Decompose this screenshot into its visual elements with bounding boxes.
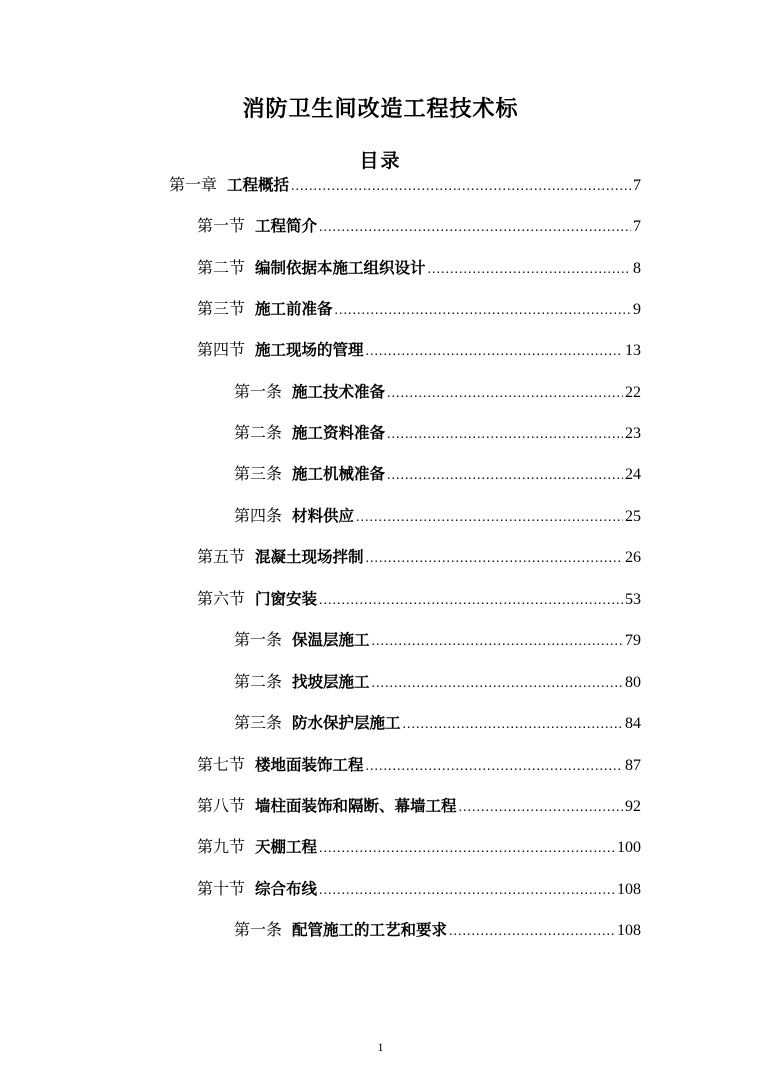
toc-dot-leader — [387, 464, 623, 488]
toc-entry[interactable] — [234, 462, 641, 486]
toc-entry-page: 13 — [625, 342, 641, 359]
toc-entry-title: 施工前准备 — [255, 300, 333, 318]
toc-entry-page: 80 — [625, 674, 641, 691]
toc-entry-number: 第十节 — [197, 879, 246, 898]
toc-dot-leader — [428, 258, 631, 282]
toc-entry-page: 84 — [625, 715, 641, 732]
toc-entry-number: 第六节 — [197, 589, 246, 608]
toc-entry-title: 墙柱面装饰和隔断、幕墙工程 — [255, 797, 457, 815]
toc-entry-title: 施工机械准备 — [292, 465, 386, 483]
toc-entry[interactable] — [234, 711, 641, 735]
toc-entry-title: 工程概括 — [227, 176, 290, 194]
toc-entry-title: 天棚工程 — [255, 838, 318, 856]
toc-entry[interactable] — [234, 504, 641, 528]
toc-entry-number: 第一章 — [169, 175, 218, 194]
toc-heading: 目录 — [359, 150, 402, 172]
toc-entry-page: 9 — [633, 301, 641, 318]
toc-dot-leader — [319, 879, 615, 903]
toc-entry-number: 第一条 — [234, 382, 283, 401]
toc-entry-number: 第五节 — [197, 547, 246, 566]
toc-dot-leader — [319, 216, 631, 240]
toc-entry-page: 26 — [625, 549, 641, 566]
toc-entry-number: 第一节 — [197, 216, 246, 235]
toc-entry-page: 25 — [625, 508, 641, 525]
toc-entry[interactable] — [197, 214, 641, 238]
toc-entry-page: 92 — [625, 798, 641, 815]
toc-entry-title: 编制依据本施工组织设计 — [255, 259, 426, 277]
toc-entry-number: 第八节 — [197, 796, 246, 815]
toc-entry-title: 综合布线 — [255, 880, 318, 898]
toc-dot-leader — [387, 423, 623, 447]
toc-entry-title: 楼地面装饰工程 — [255, 756, 364, 774]
toc-dot-leader — [319, 837, 615, 861]
toc-dot-leader — [366, 755, 623, 779]
toc-dot-leader — [372, 630, 623, 654]
toc-entry[interactable] — [197, 256, 641, 280]
toc-entry-number: 第二节 — [197, 258, 246, 277]
toc-entry-title: 保温层施工 — [292, 631, 370, 649]
toc-entry-page: 108 — [617, 922, 641, 939]
toc-entry-page: 87 — [625, 757, 641, 774]
toc-entry-title: 配管施工的工艺和要求 — [292, 921, 448, 939]
toc-entry[interactable] — [234, 918, 641, 942]
toc-entry-title: 门窗安装 — [255, 590, 318, 608]
toc-entry-title: 施工资料准备 — [292, 424, 386, 442]
toc-entry-number: 第二条 — [234, 423, 283, 442]
toc-entry-page: 100 — [617, 839, 641, 856]
toc-entry-page: 7 — [633, 177, 641, 194]
toc-dot-leader — [335, 299, 631, 323]
toc-entry-number: 第一条 — [234, 630, 283, 649]
toc-entry[interactable] — [234, 421, 641, 445]
toc-entry-page: 8 — [633, 260, 641, 277]
toc-entry-title: 防水保护层施工 — [292, 714, 401, 732]
toc-dot-leader — [366, 547, 623, 571]
toc-entry[interactable] — [197, 877, 641, 901]
toc-entry-title: 工程简介 — [255, 217, 318, 235]
toc-entry-number: 第二条 — [234, 672, 283, 691]
toc-entry-number: 第七节 — [197, 755, 246, 774]
toc-entry-number: 第三条 — [234, 713, 283, 732]
toc-entry-number: 第一条 — [234, 920, 283, 939]
toc-entry[interactable] — [197, 753, 641, 777]
toc-dot-leader — [449, 920, 615, 944]
toc-entry[interactable] — [234, 628, 641, 652]
page-number: 1 — [377, 1040, 384, 1054]
toc-dot-leader — [291, 175, 631, 199]
toc-entry[interactable] — [197, 794, 641, 818]
toc-dot-leader — [366, 340, 623, 364]
toc-dot-leader — [319, 589, 623, 613]
toc-entry-title: 找坡层施工 — [292, 673, 370, 691]
toc-dot-leader — [403, 713, 623, 737]
toc-entry-page: 53 — [625, 591, 641, 608]
toc-dot-leader — [356, 506, 623, 530]
toc-entry[interactable] — [197, 587, 641, 611]
toc-entry-number: 第三条 — [234, 464, 283, 483]
document-title: 消防卫生间改造工程技术标 — [242, 97, 519, 122]
toc-entry-page: 23 — [625, 425, 641, 442]
toc-entry-number: 第四条 — [234, 506, 283, 525]
toc-entry-page: 22 — [625, 384, 641, 401]
toc-entry[interactable] — [197, 835, 641, 859]
toc-entry-number: 第九节 — [197, 837, 246, 856]
toc-entry-page: 108 — [617, 881, 641, 898]
toc-entry-page: 24 — [625, 466, 641, 483]
toc-entry[interactable] — [197, 338, 641, 362]
toc-entry-page: 7 — [633, 218, 641, 235]
toc-entry-title: 混凝土现场拌制 — [255, 548, 364, 566]
toc-entry-title: 材料供应 — [292, 507, 355, 525]
toc-entry[interactable] — [197, 297, 641, 321]
toc-entry-title: 施工现场的管理 — [255, 341, 364, 359]
toc-entry[interactable] — [234, 380, 641, 404]
toc-entry-page: 79 — [625, 632, 641, 649]
toc-entry-number: 第四节 — [197, 340, 246, 359]
toc-entry-number: 第三节 — [197, 299, 246, 318]
toc-dot-leader — [387, 382, 623, 406]
toc-dot-leader — [459, 796, 623, 820]
toc-entry[interactable] — [197, 545, 641, 569]
toc-dot-leader — [372, 672, 623, 696]
toc-entry[interactable] — [169, 173, 641, 197]
toc-entry[interactable] — [234, 670, 641, 694]
toc-entry-title: 施工技术准备 — [292, 383, 386, 401]
